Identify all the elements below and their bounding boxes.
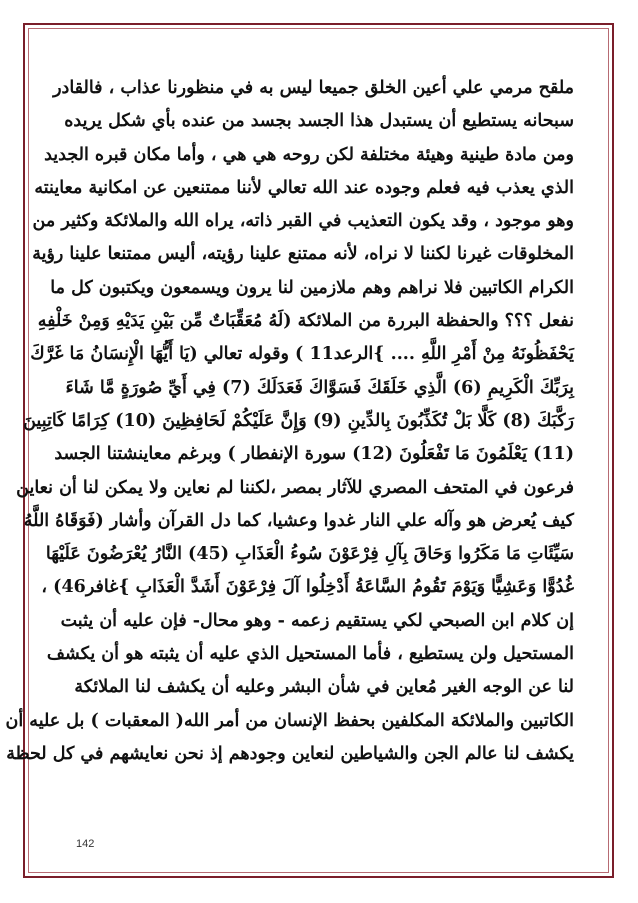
text-line-13: فرعون في المتحف المصري للآثار بمصر ،لكننا لم نعاين ولا يمكن لنا أن نعاين — [16, 477, 574, 498]
text-line-5: وهو موجود ، وقد يكون التعذيب في القبر ذاته، يراه الله والملائكة وكثير من — [32, 211, 574, 232]
text-line-17: إن كلام ابن الصبحي لكي يستقيم زعمه - وهو محال- فإن عليه أن يثبت — [60, 610, 574, 631]
text-line-1: ملقح مرمي علي أعين الخلق جميعا ليس به في منظورنا عذاب ، فالقادر — [53, 78, 574, 98]
text-line-2: سبحانه يستطيع أن يستبدل هذا الجسد بجسد من عنده بأي شكل يريده — [64, 111, 574, 132]
text-line-18: المستحيل ولن يستطيع ، فأما المستحيل الذي عليه أن يثبته هو أن يكشف — [46, 644, 574, 665]
text-line-6: المخلوقات غيرنا لكننا لا نراه، لأنه ممتنع علينا رؤيته، أليس ممتنعا علينا رؤية — [32, 244, 574, 265]
page-number: 142 — [76, 838, 95, 850]
text-line-10: بِرَبِّكَ الْكَرِيمِ (6) الَّذِي خَلَقَكَ فَسَوَّاكَ فَعَدَلَكَ (7) فِي أَيِّ صُورَةٍ مَّا شَاءَ — [65, 377, 574, 398]
text-line-11: رَكَّبَكَ (8) كَلَّا بَلْ تُكَذِّبُونَ بِالدِّينِ (9) وَإِنَّ عَلَيْكُمْ لَحَافِظِينَ (10) كِرَامًا كَاتِبِينَ — [23, 410, 574, 431]
text-line-19: لنا عن الوجه الغير مُعاين في شأن البشر وعليه أن يكشف لنا الملائكة — [74, 677, 574, 698]
text-line-12: (11) يَعْلَمُونَ مَا تَفْعَلُونَ (12) سورة الإنفطار ) وبرغم معاينشتنا الجسد — [54, 444, 574, 465]
text-line-7: الكرام الكاتبين فلا نراهم وهم ملازمين لنا يرون ويسمعون ويكتبون كل ما — [50, 277, 574, 298]
text-line-9: يَحْفَظُونَهُ مِنْ أَمْرِ اللَّهِ .... }الرعد11 ) وقوله تعالي (يَا أَيُّهَا الْإِنسَانُ مَا غَرَّكَ — [30, 344, 574, 365]
text-line-8: نفعل ؟؟؟ والحفظة البررة من الملائكة (لَهُ مُعَقِّبَاتٌ مِّن بَيْنِ يَدَيْهِ وَمِنْ خَلْفِهِ — [37, 311, 574, 332]
body-text — [5, 72, 574, 771]
text-line-14: كيف يُعرض هو وآله علي النار غدوا وعشيا، كما دل القرآن وأشار (فَوَقَاهُ اللَّهُ — [23, 510, 574, 531]
text-line-16: غُدُوًّا وَعَشِيًّا وَيَوْمَ تَقُومُ السَّاعَةُ أَدْخِلُوا آلَ فِرْعَوْنَ أَشَدَّ الْعَذَابِ }غافر46) ، — [41, 577, 574, 598]
text-line-15: سَيِّئَاتِ مَا مَكَرُوا وَحَاقَ بِآلِ فِرْعَوْنَ سُوءُ الْعَذَابِ (45) النَّارُ يُعْرَضُونَ عَلَيْهَا — [45, 544, 574, 565]
text-line-21: يكشف لنا عالم الجن والشياطين لنعاين وجودهم إذ نحن نعايشهم في كل لحظة — [6, 743, 574, 764]
text-line-20: الكاتبين والملائكة المكلفين بحفظ الإنسان من أمر الله( المعقبات ) بل عليه أن — [5, 710, 574, 731]
text-line-4: الذي يعذب فيه فعلم وجوده عند الله تعالي لأننا ممتنعين عن امكانية معاينته — [34, 177, 574, 198]
text-line-3: ومن مادة طينية وهيئة مختلفة لكن روحه هي هي ، وأما مكان قبره الجديد — [44, 144, 574, 165]
